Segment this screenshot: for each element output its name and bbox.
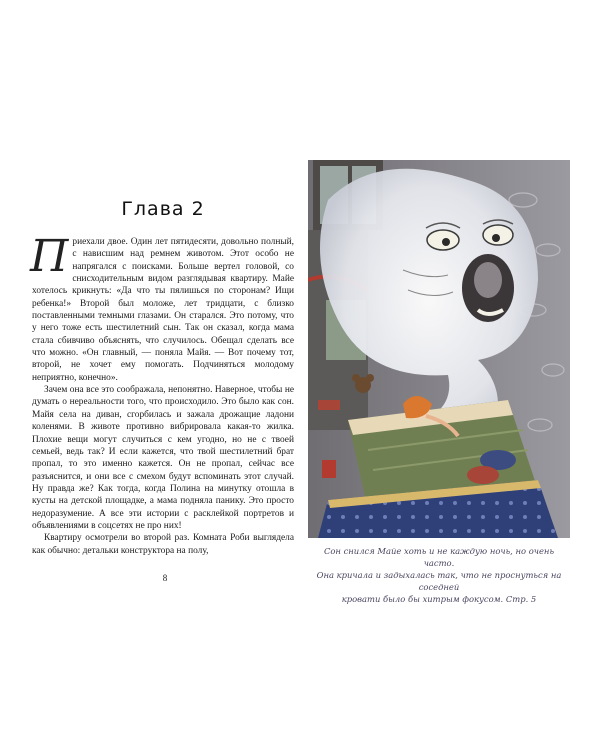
- chapter-body-text: [30, 231, 294, 557]
- illustration-svg: [308, 160, 570, 538]
- paragraph-1: [30, 231, 294, 384]
- ghost-over-sleeping-girl-illustration: [308, 160, 570, 538]
- drop-cap: П: [30, 231, 69, 282]
- chapter-title: Глава 2: [121, 198, 205, 220]
- caption-line-2: Она кричала и задыхалась так, что не проснуться на соседней: [316, 570, 562, 592]
- paragraph-1-text: риехали двое. Один лет пятидесяти, довольно полный, с нависшим над ремнем животом. Этот особо не напрягался с поисками. Больше вертел головой, со снисходительным видом разглядывая квартиру. Майе хотелось крикнуть: «Да что ты пялишься по сторонам? Ищи ребенка!» Второй был моложе, лет тридцати, с близко поставленными темными глазами. Он старался. Это потому, что у него тоже есть шестилетний сын. Так он сказал, когда мама стала сбивчиво объяснять, что случилось. Обещал сделать все что можно. «Он главный, — поняла Майя. — Вот почему тот, второй, не хочет ему помогать. Подчиняться молодому неприятно, конечно».: [32, 237, 294, 383]
- paragraph-3: Квартиру осмотрели во второй раз. Комната Роби выглядела как обычно: детальки конструктора на полу,: [32, 533, 294, 556]
- illustration-caption: [308, 545, 570, 605]
- caption-line-3: кровати было бы хитрым фокусом. Стр. 5: [341, 594, 537, 604]
- paragraph-2: Зачем она все это соображала, непонятно. Наверное, чтобы не думать о нереальности того, что происходило. Это было как сон. Майя села на диван, сгорбилась и зажала дрожащие ладони коленями. В животе противно вибрировала какая-то жилка. Плохие вещи могут случиться с кем угодно, но не с твоей семьей, ведь так? И если кажется, что твой шестилетний брат пропал, то это именно кажется. Он не пропал, сейчас все разъяснится, и они все с смехом будут вспоминать этот случай. Ну правда же? Как тогда, когда Полина на минутку отошла в кусты на детской площадке, а мама подняла панику. Это просто недоразумение. А все эти истории с расклейкой портретов и объявлениями в соцсетях не про них!: [32, 385, 294, 531]
- caption-line-1: Сон снился Майе хоть и не каждую ночь, но очень часто.: [323, 546, 555, 568]
- page-number: 8: [162, 573, 168, 583]
- left-page: [32, 150, 294, 590]
